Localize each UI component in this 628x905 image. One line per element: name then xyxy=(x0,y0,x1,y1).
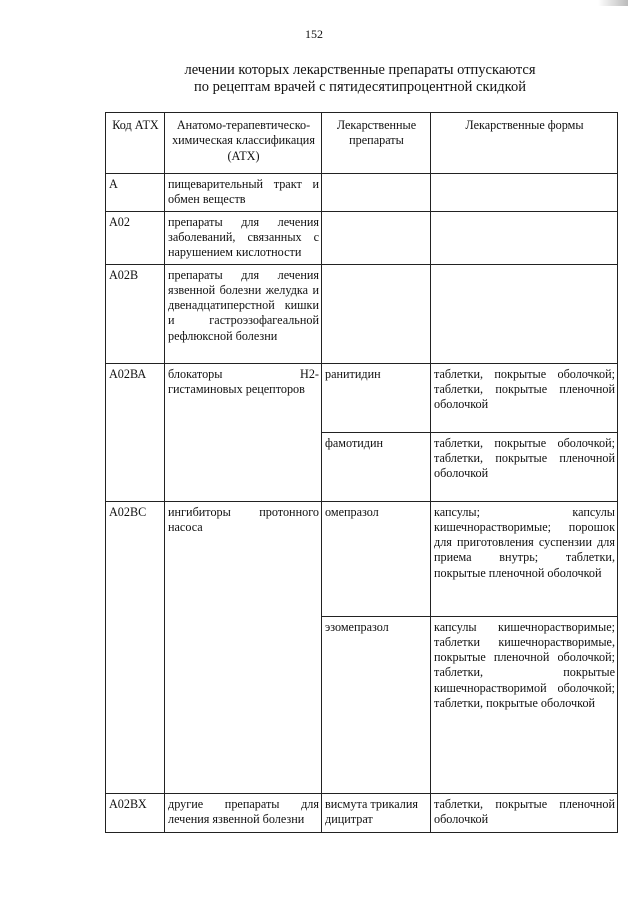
cell-drug: омепразол xyxy=(322,501,431,616)
table-row xyxy=(106,264,618,363)
cell-classification: другие препараты для лечения язвенной болезни xyxy=(165,793,322,832)
cell-classification: блокаторы Н2-гистаминовых рецепторов xyxy=(165,363,322,501)
cell-code: А02 xyxy=(106,211,165,264)
table-row xyxy=(106,363,618,432)
cell-drug: фамотидин xyxy=(322,432,431,501)
cell-code: А02В xyxy=(106,264,165,363)
cell-drug: ранитидин xyxy=(322,363,431,432)
cell-forms xyxy=(431,211,618,264)
cell-classification: препараты для лечения язвенной болезни желудка и двенадцатиперстной кишки и гастроэзофагеальной рефлюксной болезни xyxy=(165,264,322,363)
cell-code: А02ВС xyxy=(106,501,165,793)
cell-drug: эзомепразол xyxy=(322,616,431,793)
cell-code: А02ВХ xyxy=(106,793,165,832)
cell-code: А xyxy=(106,174,165,212)
cell-drug: висмута трикалия дицитрат xyxy=(322,793,431,832)
cell-drug xyxy=(322,174,431,212)
cell-forms: капсулы кишечнорастворимые; таблетки кишечнорастворимые, покрытые пленочной оболочкой; таблетки, покрытые кишечнорастворимой оболочкой; таблетки, покрытые оболочкой xyxy=(431,616,618,793)
cell-classification: ингибиторы протонного насоса xyxy=(165,501,322,793)
table-row xyxy=(106,174,618,212)
cell-forms: таблетки, покрытые оболочкой; таблетки, покрытые пленочной оболочкой xyxy=(431,363,618,432)
cell-forms: таблетки, покрытые оболочкой; таблетки, покрытые пленочной оболочкой xyxy=(431,432,618,501)
table-row xyxy=(106,793,618,832)
cell-classification: пищеварительный тракт и обмен веществ xyxy=(165,174,322,212)
table-row xyxy=(106,501,618,616)
cell-drug xyxy=(322,264,431,363)
scan-edge-mark xyxy=(598,0,628,6)
document-heading xyxy=(120,62,600,96)
header-classification: Анатомо-терапевтическо-химическая классификация (АТХ) xyxy=(165,113,322,174)
table-row xyxy=(106,211,618,264)
heading-line-2: по рецептам врачей с пятидесятипроцентной скидкой xyxy=(194,79,526,95)
cell-drug xyxy=(322,211,431,264)
page-number: 152 xyxy=(305,27,323,41)
cell-forms xyxy=(431,264,618,363)
cell-forms: таблетки, покрытые пленочной оболочкой xyxy=(431,793,618,832)
table-header-row xyxy=(106,113,618,174)
header-code: Код АТХ xyxy=(106,113,165,174)
cell-classification: препараты для лечения заболеваний, связанных с нарушением кислотности xyxy=(165,211,322,264)
header-forms: Лекарственные формы xyxy=(431,113,618,174)
heading-line-1: лечении которых лекарственные препараты отпускаются xyxy=(184,62,536,78)
header-drugs: Лекарственные препараты xyxy=(322,113,431,174)
atx-drug-table xyxy=(105,112,618,833)
cell-forms: капсулы; капсулы кишечнорастворимые; порошок для приготовления суспензии для приема внутрь; таблетки, покрытые пленочной оболочкой xyxy=(431,501,618,616)
cell-code: А02ВА xyxy=(106,363,165,501)
cell-forms xyxy=(431,174,618,212)
